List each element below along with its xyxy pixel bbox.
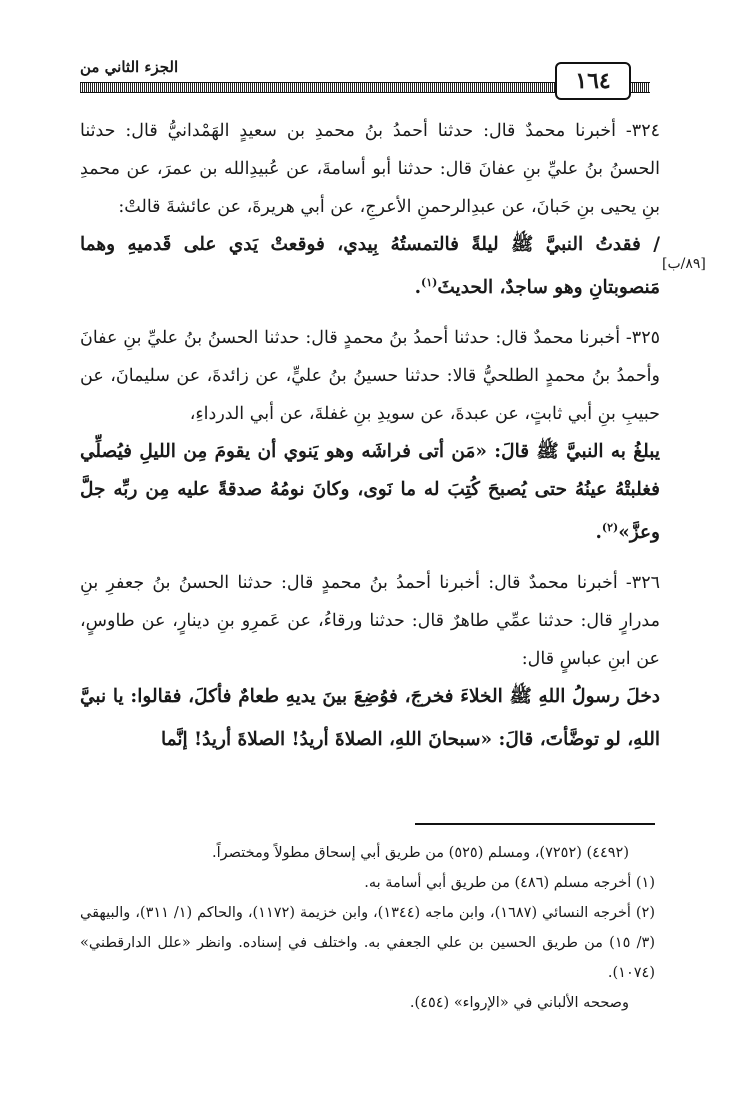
footnote-ref-2[interactable]: (٢) <box>601 521 619 535</box>
footnote-2-cont: وصححه الألباني في «الإرواء» (٤٥٤). <box>409 995 629 1011</box>
footnote-continuation: (٤٤٩٢) (٧٢٥٢)، ومسلم (٥٢٥) من طريق أبي إسحاق مطولاً ومختصراً. <box>212 845 629 861</box>
hadith-326-matn-text: دخلَ رسولُ اللهِ ﷺ الخلاءَ فخرجَ، فوُضِعَ بينَ يديهِ طعامٌ فأكلَ، فقالوا: يا نبيَّ اللهِ، لو توضَّأتَ، قالَ: «سبحانَ اللهِ، الصلاةَ أريدُ! الصلاةَ أريدُ! إنَّما <box>80 686 660 751</box>
hadith-325-matn <box>80 433 660 552</box>
hadith-324-matn-text: / فقدتُ النبيَّ ﷺ ليلةً فالتمستُهُ بِيدي، فوقعتْ يَدي على قَدميهِ وهما مَنصوبتانِ وهو ساجدٌ، الحديثَ <box>80 234 660 299</box>
hadith-326-isnad: ٣٢٦- أخبرنا محمدٌ قال: أخبرنا أحمدُ بنُ محمدٍ قال: حدثنا الحسنُ بنُ جعفرِ بنِ مدرارٍ قال: حدثنا عمِّي طاهرٌ قال: حدثنا ورقاءُ، عن عَمرِو بنِ دينارٍ، عن طاوسٍ، عن ابنِ عباسٍ قال: <box>80 573 660 670</box>
hadith-325-matn-text: يبلغُ به النبيَّ ﷺ قالَ: «مَن أتى فراشَه وهو يَنوي أن يقومَ مِن الليلِ فيُصلِّي فغلبتْهُ عينُهُ حتى يُصبحَ كُتِبَ له ما نَوى، وكانَ نومُهُ صدقةً عليه مِن ربِّه جلَّ وعزَّ» <box>80 441 660 544</box>
hadith-325-end: . <box>595 522 602 544</box>
part-title: الجزء الثاني من <box>80 58 179 76</box>
page-number: ١٦٤ <box>555 62 631 100</box>
footnote-2: (٢) أخرجه النسائي (١٦٨٧)، وابن ماجه (١٣٤٤)، وابن خزيمة (١١٧٢)، والحاكم (١/ ٣١١)، والبيهقي (٣/ ١٥) من طريق الحسين بن علي الجعفي به. واختلف في إسناده. وانظر «علل الدارقطني» (١٠٧٤). <box>80 905 656 981</box>
page-header <box>80 52 650 98</box>
footnote-1: (١) أخرجه مسلم (٤٨٦) من طريق أبي أسامة به. <box>364 875 655 891</box>
hadith-324-isnad: ٣٢٤- أخبرنا محمدٌ قال: حدثنا أحمدُ بنُ محمدِ بن سعيدٍ الهَمْدانيُّ قال: حدثنا الحسنُ بنُ عليِّ بنِ عفانَ قال: حدثنا أبو أسامةَ، عن عُبيدِالله بن عمرَ، عن محمدِ بنِ يحيى بنِ حَبانَ، عن عبدِالرحمنِ الأعرجِ، عن أبي هريرةَ، عن عائشةَ قالتْ: <box>80 121 660 217</box>
hadith-326-matn <box>80 678 660 759</box>
main-text <box>80 112 660 759</box>
hadith-324-matn <box>80 226 660 307</box>
margin-reference: [٨٩/ب] <box>662 256 706 272</box>
footnote-ref-1[interactable]: (١) <box>421 276 438 289</box>
footnotes <box>80 838 655 1018</box>
hadith-324-end: . <box>414 277 422 299</box>
hadith-325-isnad: ٣٢٥- أخبرنا محمدٌ قال: حدثنا أحمدُ بنُ محمدٍ قال: حدثنا الحسنُ بنُ عليِّ بنِ عفانَ وأحمدُ بنُ محمدٍ الطلحيُّ قالا: حدثنا حسينُ بنُ عليٍّ، عن زائدةَ، عن سليمانَ، عن حبيبِ بنِ أبي ثابتٍ، عن عبدةَ، عن سويدِ بنِ غفلةَ، عن أبي الدرداءِ، <box>80 328 660 425</box>
footnote-divider <box>415 823 655 825</box>
